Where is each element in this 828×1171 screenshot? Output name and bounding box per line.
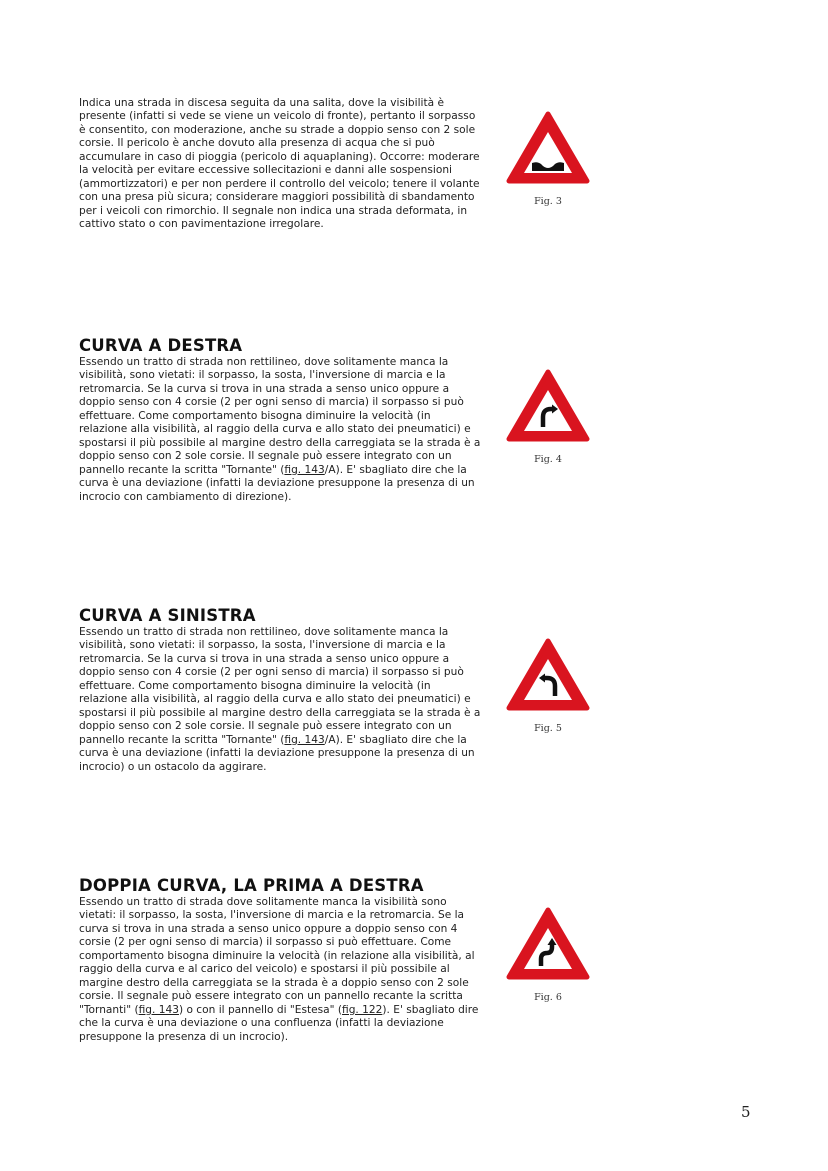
section-body — [79, 356, 481, 504]
section-title: DOPPIA CURVA, LA PRIMA A DESTRA — [79, 876, 424, 895]
body-text: Essendo un tratto di strada dove solitamente manca la visibilità sono vietati: il sorpasso, la sosta, l'inversione di marcia e la retromarcia. Se la curva si trova in una strada a senso unico oppure a doppio senso con 4 corsie (2 per ogni senso di marcia) il sorpasso si può effettuare. Come comportamento bisogna diminuire la velocità (in relazione alla visibilità, al raggio della curva e al carico del veicolo) e spostarsi il più possibile al margine destro della carreggiata se la strada è a doppio senso con 2 sole corsie. Il segnale può essere integrato con un pannello recante la scritta "Tornanti" ( — [79, 896, 475, 1016]
figure-caption: Fig. 4 — [534, 454, 562, 465]
section-title: CURVA A SINISTRA — [79, 606, 256, 625]
figure-6 — [505, 906, 591, 1006]
figure-reference-link[interactable]: fig. 143 — [284, 463, 325, 476]
dosso-cunetta-icon — [505, 110, 591, 186]
section-body — [79, 97, 481, 232]
section-title: CURVA A DESTRA — [79, 336, 243, 355]
figure-reference-link[interactable]: fig. 143 — [138, 1003, 179, 1016]
body-text: ) o con il pannello di "Estesa" ( — [178, 1003, 343, 1016]
section-doppia-curva — [79, 876, 481, 1044]
figure-5 — [505, 637, 591, 737]
section-curva-sinistra — [79, 606, 481, 774]
section-body — [79, 896, 481, 1044]
curve-left-icon — [505, 637, 591, 713]
body-text: /A). E' sbagliato dire che la curva è una deviazione (infatti la deviazione presuppone la presenza di un incrocio) o un ostacolo da aggirare. — [79, 733, 475, 773]
body-text: Essendo un tratto di strada non rettilineo, dove solitamente manca la visibilità, sono vietati: il sorpasso, la sosta, l'inversione di marcia e la retromarcia. Se la curva si trova in una strada a senso unico oppure a doppio senso con 4 corsie (2 per ogni senso di marcia) il sorpasso si può effettuare. Come comportamento bisogna diminuire la velocità (in relazione alla visibilità, al raggio della curva e allo stato dei pneumatici) e spostarsi il più possibile al margine destro della carreggiata se la strada è a doppio senso con 2 sole corsie. Il segnale può essere integrato con un pannello recante la scritta "Tornante" ( — [79, 356, 481, 476]
body-text: /A). E' sbagliato dire che la curva è una deviazione (infatti la deviazione presuppone la presenza di un incrocio con cambiamento di direzione). — [79, 463, 475, 503]
body-text: Essendo un tratto di strada non rettilineo, dove solitamente manca la visibilità, sono vietati: il sorpasso, la sosta, l'inversione di marcia e la retromarcia. Se la curva si trova in una strada a senso unico oppure a doppio senso con 4 corsie (2 per ogni senso di marcia) il sorpasso si può effettuare. Come comportamento bisogna diminuire la velocità (in relazione alla visibilità, al raggio della curva e allo stato dei pneumatici) e spostarsi il più possibile al margine destro della carreggiata se la strada è a doppio senso con 2 sole corsie. Il segnale può essere integrato con un pannello recante la scritta "Tornante" ( — [79, 626, 481, 746]
section-dosso — [79, 97, 481, 232]
figure-caption: Fig. 6 — [534, 992, 562, 1003]
page-number: 5 — [741, 1103, 751, 1121]
figure-3 — [505, 110, 591, 210]
section-body — [79, 626, 481, 774]
body-text: Indica una strada in discesa seguita da una salita, dove la visibilità è presente (infatti si vede se viene un veicolo di fronte), pertanto il sorpasso è consentito, con moderazione, anche su strade a doppio senso con 2 sole corsie. Il pericolo è anche dovuto alla presenza di acqua che si può accumulare in caso di pioggia (pericolo di aquaplaning). Occorre: moderare la velocità per evitare eccessive sollecitazioni e danni alle sospensioni (ammortizzatori) e per non perdere il controllo del veicolo; tenere il volante con una presa più sicura; considerare maggiori possibilità di sbandamento per i veicoli con rimorchio. Il segnale non indica una strada deformata, in cattivo stato o con pavimentazione irregolare. — [79, 97, 480, 231]
figure-caption: Fig. 3 — [534, 196, 562, 207]
section-curva-destra — [79, 336, 481, 504]
double-curve-icon — [505, 906, 591, 982]
figure-reference-link[interactable]: fig. 122 — [342, 1003, 383, 1016]
body-text: ). E' sbagliato dire che la curva è una deviazione o una confluenza (infatti la deviazione presuppone la presenza di un incrocio). — [79, 1003, 479, 1043]
curve-right-icon — [505, 368, 591, 444]
figure-caption: Fig. 5 — [534, 723, 562, 734]
figure-reference-link[interactable]: fig. 143 — [284, 733, 325, 746]
figure-4 — [505, 368, 591, 468]
